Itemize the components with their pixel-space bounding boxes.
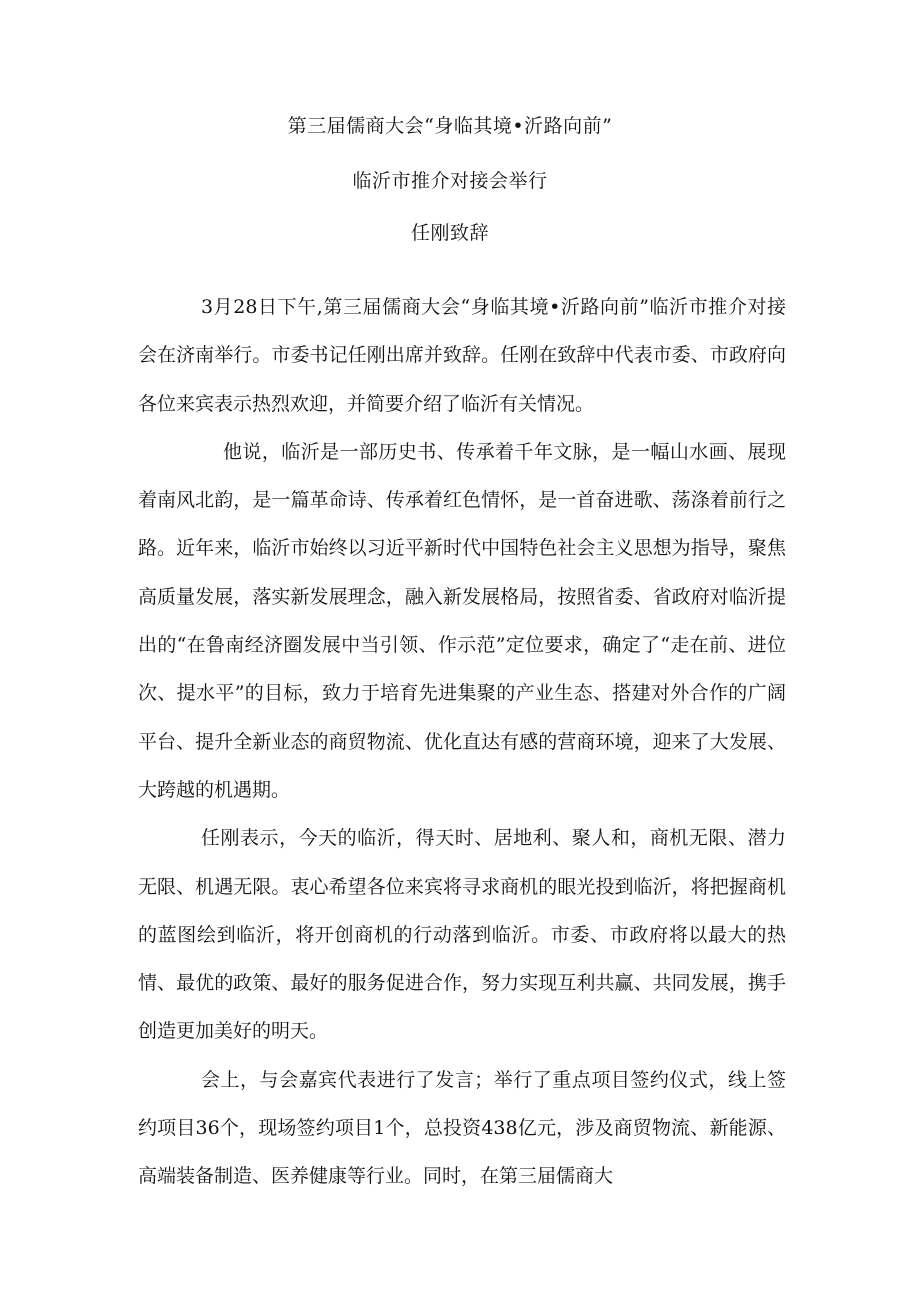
title-line-2: 临沂市推介对接会举行 bbox=[352, 170, 548, 192]
paragraph-3: 任刚表示，今天的临沂，得天时、居地利、聚人和，商机无限、潜力无限、机遇无限。衷心希望各位来宾将寻求商机的眼光投到临沂，将把握商机的蓝图绘到临沂，将开创商机的行动落到临沂。市委、市政府将以最大的热情、最优的政策、最好的服务促进合作，努力实现互利共赢、共同发展，携手创造更加美好的明天。 bbox=[138, 827, 786, 1043]
paragraph-1: 3月28日下午,第三届儒商大会“身临其境•沂路向前”临沂市推介对接会在济南举行。市委书记任刚出席并致辞。任刚在致辞中代表市委、市政府向各位来宾表示热烈欢迎，并简要介绍了临沂有关情况。 bbox=[138, 296, 786, 415]
title-line-3: 任刚致辞 bbox=[410, 222, 489, 244]
paragraph-2: 他说，临沂是一部历史书、传承着千年文脉，是一幅山水画、展现着南风北韵，是一篇革命诗、传承着红色情怀，是一首奋进歌、荡涤着前行之路。近年来，临沂市始终以习近平新时代中国特色社会主义思想为指导，聚焦高质量发展，落实新发展理念，融入新发展格局，按照省委、省政府对临沂提出的“在鲁南经济圈发展中当引领、作示范”定位要求，确定了“走在前、进位次、提水平”的目标，致力于培育先进集聚的产业生态、搭建对外合作的广阔平台、提升全新业态的商贸物流、优化直达有感的营商环境，迎来了大发展、大跨越的机遇期。 bbox=[138, 440, 786, 801]
article-body bbox=[138, 283, 786, 1201]
title-line-1: 第三届儒商大会“身临其境•沂路向前” bbox=[287, 115, 613, 137]
paragraph-4: 会上，与会嘉宾代表进行了发言；举行了重点项目签约仪式，线上签约项目36个，现场签约项目1个，总投资438亿元，涉及商贸物流、新能源、高端装备制造、医养健康等行业。同时，在第三届儒商大 bbox=[138, 1068, 786, 1188]
